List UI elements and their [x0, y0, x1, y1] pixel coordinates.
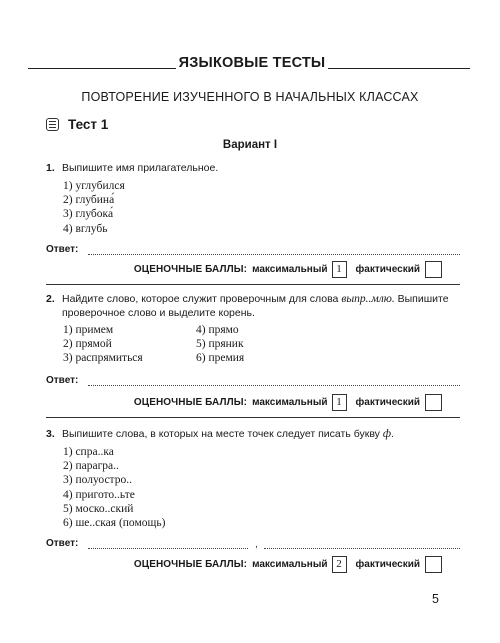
answer-line-2[interactable]: [46, 375, 460, 389]
score-heading: ОЦЕНОЧНЫЕ БАЛЛЫ:: [133, 396, 248, 408]
header-rule-left: [28, 68, 176, 69]
max-score-box: 1: [332, 261, 347, 278]
option: 6) премия: [196, 352, 245, 365]
question-letter: ф: [382, 428, 392, 440]
option: 3) распрямиться: [63, 352, 143, 365]
option: 1) спра..ка: [63, 446, 114, 458]
option: 3) полуостро..: [63, 474, 132, 487]
question-1-options: [63, 179, 125, 236]
score-max-label: максимальный: [252, 396, 328, 408]
header-rule-right: [328, 68, 470, 69]
test-title: Тест 1: [68, 117, 109, 132]
score-max-label: максимальный: [252, 263, 328, 275]
question-3-options: [63, 445, 165, 530]
score-row-3: [0, 555, 442, 573]
actual-score-box[interactable]: [425, 556, 442, 573]
question-number: 2.: [46, 293, 55, 305]
answer-separator: ,: [255, 539, 258, 550]
option: 1) углубился: [63, 180, 125, 192]
score-heading: ОЦЕНОЧНЫЕ БАЛЛЫ:: [133, 558, 248, 570]
question-text: Выпишите имя прилагательное.: [62, 162, 219, 174]
option: 4) пригото..ьте: [63, 488, 135, 501]
question-2-options-col1: [63, 323, 143, 366]
option: 5) пряник: [196, 338, 244, 351]
page-number: 5: [432, 592, 439, 606]
page-subtitle: ПОВТОРЕНИЕ ИЗУЧЕННОГО В НАЧАЛЬНЫХ КЛАССАХ: [81, 90, 419, 104]
option: 2) парагра..: [63, 460, 119, 473]
actual-score-box[interactable]: [425, 261, 442, 278]
variant-title: Вариант I: [222, 139, 278, 151]
score-row-1: [0, 260, 442, 278]
option: 1) примем: [63, 324, 114, 336]
question-text: Выпишите слова, в которых на месте точек следует писать букву ф.: [62, 428, 394, 440]
divider: [46, 417, 460, 418]
answer-label: Ответ:: [46, 244, 79, 255]
answer-dotted-line[interactable]: [88, 254, 460, 255]
answer-dotted-line[interactable]: [88, 548, 248, 549]
question-word: выпр..млю.: [341, 293, 395, 305]
max-score-box: 2: [332, 556, 347, 573]
question-number: 1.: [46, 162, 55, 174]
divider: [46, 284, 460, 285]
option: 2) прямой: [63, 338, 112, 351]
score-max-label: максимальный: [252, 558, 328, 570]
score-heading: ОЦЕНОЧНЫЕ БАЛЛЫ:: [133, 263, 248, 275]
question-2: [46, 292, 458, 320]
score-fact-label: фактический: [355, 396, 420, 408]
list-icon: [46, 118, 59, 131]
score-fact-label: фактический: [355, 558, 420, 570]
test-heading: [46, 117, 108, 132]
question-number: 3.: [46, 428, 55, 440]
answer-dotted-line[interactable]: [264, 548, 460, 549]
answer-label: Ответ:: [46, 375, 79, 386]
section-title: ЯЗЫКОВЫЕ ТЕСТЫ: [178, 55, 326, 71]
answer-line-1[interactable]: [46, 244, 460, 258]
question-1: [46, 161, 458, 175]
option: 5) моско..ский: [63, 502, 134, 515]
question-text: Найдите слово, которое служит проверочным для слова выпр..млю. Выпишите проверочное слово и выделите корень.: [62, 293, 449, 319]
option: 3) глубока́: [63, 208, 114, 221]
option: 4) прямо: [196, 324, 239, 336]
answer-line-3[interactable]: [46, 538, 460, 552]
score-row-2: [0, 393, 442, 411]
option: 4) вглубь: [63, 222, 108, 235]
max-score-box: 1: [332, 394, 347, 411]
question-2-options-col2: [196, 323, 244, 366]
answer-label: Ответ:: [46, 538, 79, 549]
actual-score-box[interactable]: [425, 394, 442, 411]
score-fact-label: фактический: [355, 263, 420, 275]
question-3: [46, 427, 458, 441]
option: 6) ше..ская (помощь): [63, 517, 166, 530]
option: 2) глубина́: [63, 194, 115, 207]
answer-dotted-line[interactable]: [88, 385, 460, 386]
